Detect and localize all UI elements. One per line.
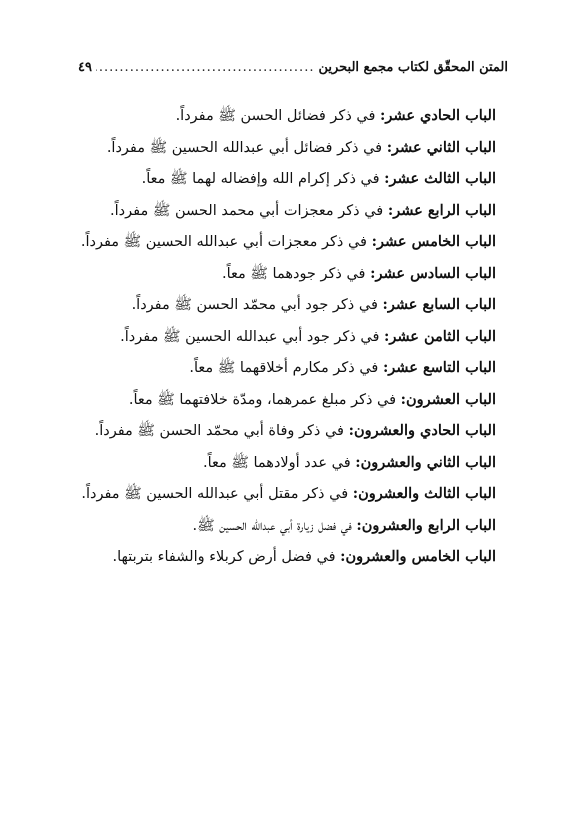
chapter-item bbox=[56, 289, 496, 321]
chapter-title: الباب الثاني عشر: bbox=[386, 138, 496, 156]
chapter-title: الباب السادس عشر: bbox=[370, 264, 496, 282]
chapter-description: في ذكر مقتل أبي عبدالله الحسين ﷺ مفرداً. bbox=[81, 486, 353, 502]
chapter-title: الباب الحادي عشر: bbox=[380, 107, 496, 124]
chapter-title: الباب الثالث والعشرون: bbox=[352, 485, 496, 502]
chapter-item bbox=[56, 321, 496, 353]
page-number: ٤٩ bbox=[78, 60, 92, 75]
chapter-description: في ذكر إكرام الله وإفضاله لهما ﷺ معاً. bbox=[141, 171, 385, 187]
chapter-description: في ذكر معجزات أبي محمد الحسن ﷺ مفرداً. bbox=[110, 202, 388, 219]
chapter-description: في ذكر جودهما ﷺ معاً. bbox=[222, 265, 371, 282]
chapter-item bbox=[56, 195, 496, 227]
chapter-item bbox=[56, 226, 496, 258]
chapter-item bbox=[56, 541, 496, 573]
chapter-description: في فضل زيارة أبي عبدالله الحسين ﷺ. bbox=[192, 517, 357, 534]
chapter-item bbox=[56, 100, 496, 132]
chapter-description: في عدد أولادهما ﷺ معاً. bbox=[202, 454, 356, 471]
chapter-description: في فضل أرض كربلاء والشفاء بتربتها. bbox=[112, 549, 341, 565]
chapter-title: الباب الرابع عشر: bbox=[387, 201, 496, 219]
chapter-list bbox=[56, 100, 496, 573]
chapter-title: الباب الثاني والعشرون: bbox=[355, 453, 496, 471]
chapter-description: في ذكر جود أبي عبدالله الحسين ﷺ مفرداً. bbox=[120, 328, 385, 345]
chapter-title: الباب الحادي والعشرون: bbox=[348, 422, 496, 439]
chapter-title: الباب الخامس والعشرون: bbox=[340, 548, 496, 565]
chapter-item bbox=[56, 384, 496, 416]
dot-leader bbox=[96, 60, 314, 75]
book-title: المتن المحقّق لكتاب مجمع البحرين bbox=[318, 60, 508, 75]
chapter-description: في ذكر مكارم أخلاقهما ﷺ معاً. bbox=[189, 360, 383, 376]
chapter-description: في ذكر مبلغ عمرهما، ومدّة خلافتهما ﷺ معاً. bbox=[128, 391, 401, 408]
chapter-description: في ذكر معجزات أبي عبدالله الحسين ﷺ مفرداً. bbox=[80, 234, 372, 250]
chapter-title: الباب العشرون: bbox=[400, 390, 496, 408]
chapter-title: الباب التاسع عشر: bbox=[382, 359, 496, 376]
chapter-title: الباب السابع عشر: bbox=[382, 296, 496, 313]
chapter-item bbox=[56, 163, 496, 195]
running-header bbox=[78, 60, 508, 82]
chapter-item bbox=[56, 510, 496, 542]
chapter-description: في ذكر فضائل الحسن ﷺ مفرداً. bbox=[175, 108, 381, 124]
chapter-item bbox=[56, 352, 496, 384]
chapter-title: الباب الثامن عشر: bbox=[384, 327, 496, 345]
chapter-description: في ذكر وفاة أبي محمّد الحسن ﷺ مفرداً. bbox=[94, 423, 349, 439]
chapter-item bbox=[56, 415, 496, 447]
chapter-item bbox=[56, 258, 496, 290]
chapter-item bbox=[56, 447, 496, 479]
chapter-description: في ذكر فضائل أبي عبدالله الحسين ﷺ مفرداً. bbox=[106, 139, 387, 156]
chapter-title: الباب الثالث عشر: bbox=[384, 170, 496, 187]
chapter-title: الباب الرابع والعشرون: bbox=[356, 516, 496, 534]
chapter-title: الباب الخامس عشر: bbox=[371, 233, 496, 250]
chapter-item bbox=[56, 478, 496, 510]
chapter-description: في ذكر جود أبي محمّد الحسن ﷺ مفرداً. bbox=[131, 297, 383, 313]
chapter-item bbox=[56, 132, 496, 164]
